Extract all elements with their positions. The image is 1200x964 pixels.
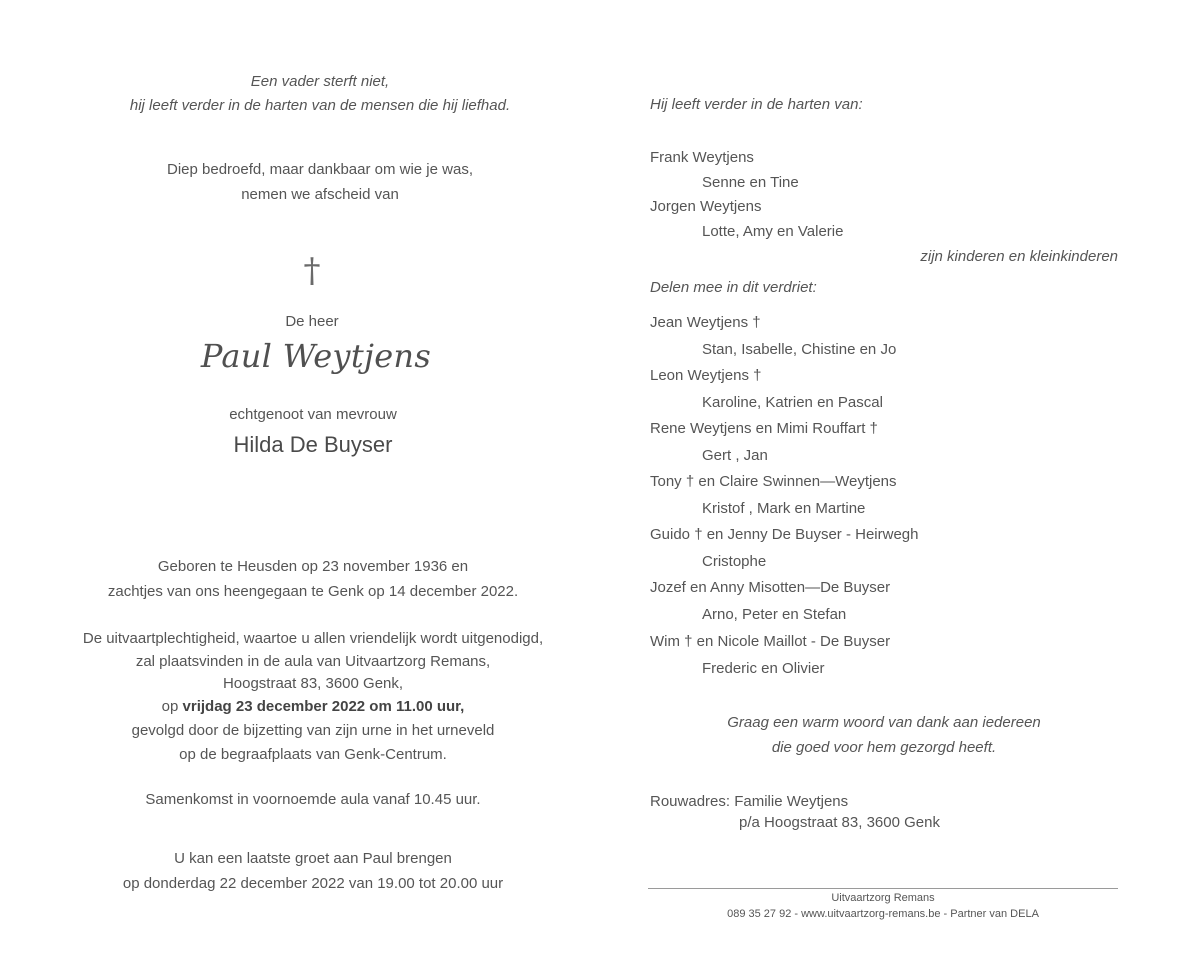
ceremony-line-3: Hoogstraat 83, 3600 Genk, xyxy=(222,675,404,692)
visit-line-1: U kan een laatste groet aan Paul brengen xyxy=(174,850,452,867)
quote-line-2: hij leeft verder in de harten van de mensen die hij liefhad. xyxy=(129,97,511,114)
footer-divider xyxy=(648,888,1118,889)
family-line-6: Gert , Jan xyxy=(702,447,768,464)
family-line-3: Leon Weytjens † xyxy=(650,367,762,384)
family-line-4: Karoline, Katrien en Pascal xyxy=(702,394,883,411)
share-heading: Delen mee in dit verdriet: xyxy=(650,279,817,296)
gathering-text: Samenkomst in voornoemde aula vanaf 10.45 uur. xyxy=(145,791,481,808)
child-2: Jorgen Weytjens xyxy=(650,198,762,215)
intro-line-1: Diep bedroefd, maar dankbaar om wie je was, xyxy=(167,161,473,178)
footer-company: Uitvaartzorg Remans xyxy=(831,892,935,904)
birth-line-1: Geboren te Heusden op 23 november 1936 en xyxy=(157,558,469,575)
ceremony-date-bold: vrijdag 23 december 2022 om 11.00 uur, xyxy=(182,698,465,715)
family-line-8: Kristof , Mark en Martine xyxy=(702,500,866,517)
right-heading: Hij leeft verder in de harten van: xyxy=(650,96,863,113)
children-note: zijn kinderen en kleinkinderen xyxy=(920,248,1118,265)
title-label: De heer xyxy=(285,313,339,330)
address-label: Rouwadres: Familie Weytjens xyxy=(650,793,849,810)
grandchildren-2: Lotte, Amy en Valerie xyxy=(702,223,844,240)
family-line-2: Stan, Isabelle, Chistine en Jo xyxy=(702,341,897,358)
family-line-12: Arno, Peter en Stefan xyxy=(702,606,847,623)
family-line-1: Jean Weytjens † xyxy=(650,314,761,331)
thanks-line-1: Graag een warm woord van dank aan iedereen xyxy=(727,714,1041,731)
ceremony-line-1: De uitvaartplechtigheid, waartoe u allen vriendelijk wordt uitgenodigd, xyxy=(82,630,544,647)
family-line-13: Wim † en Nicole Maillot - De Buyser xyxy=(650,633,891,650)
address-line: p/a Hoogstraat 83, 3600 Genk xyxy=(739,814,940,831)
ceremony-line-6: op de begraafplaats van Genk-Centrum. xyxy=(179,746,447,763)
thanks-line-2: die goed voor hem gezorgd heeft. xyxy=(771,739,997,756)
spouse-name: Hilda De Buyser xyxy=(233,432,393,457)
family-line-10: Cristophe xyxy=(702,553,767,570)
family-line-7: Tony † en Claire Swinnen—Weytjens xyxy=(650,473,897,490)
cross-icon: † xyxy=(303,251,321,291)
ceremony-date-prefix: op xyxy=(161,698,179,715)
birth-line-2: zachtjes van ons heengegaan te Genk op 14 december 2022. xyxy=(107,583,519,600)
ceremony-line-2: zal plaatsvinden in de aula van Uitvaartzorg Remans, xyxy=(135,653,491,670)
intro-line-2: nemen we afscheid van xyxy=(241,186,399,203)
grandchildren-1: Senne en Tine xyxy=(702,174,799,191)
child-1: Frank Weytjens xyxy=(650,149,754,166)
ceremony-line-5: gevolgd door de bijzetting van zijn urne in het urneveld xyxy=(131,722,495,739)
family-line-14: Frederic en Olivier xyxy=(702,660,825,677)
family-line-5: Rene Weytjens en Mimi Rouffart † xyxy=(650,420,878,437)
family-line-9: Guido † en Jenny De Buyser - Heirwegh xyxy=(650,526,919,543)
quote-line-1: Een vader sterft niet, xyxy=(250,73,390,90)
family-line-11: Jozef en Anny Misotten—De Buyser xyxy=(650,579,891,596)
footer-contact: 089 35 27 92 - www.uitvaartzorg-remans.be - Partner van DELA xyxy=(727,908,1039,920)
deceased-name: Paul Weytjens xyxy=(200,337,432,375)
ceremony-date xyxy=(162,699,465,714)
visit-line-2: op donderdag 22 december 2022 van 19.00 tot 20.00 uur xyxy=(122,875,504,892)
spouse-label: echtgenoot van mevrouw xyxy=(229,406,397,423)
